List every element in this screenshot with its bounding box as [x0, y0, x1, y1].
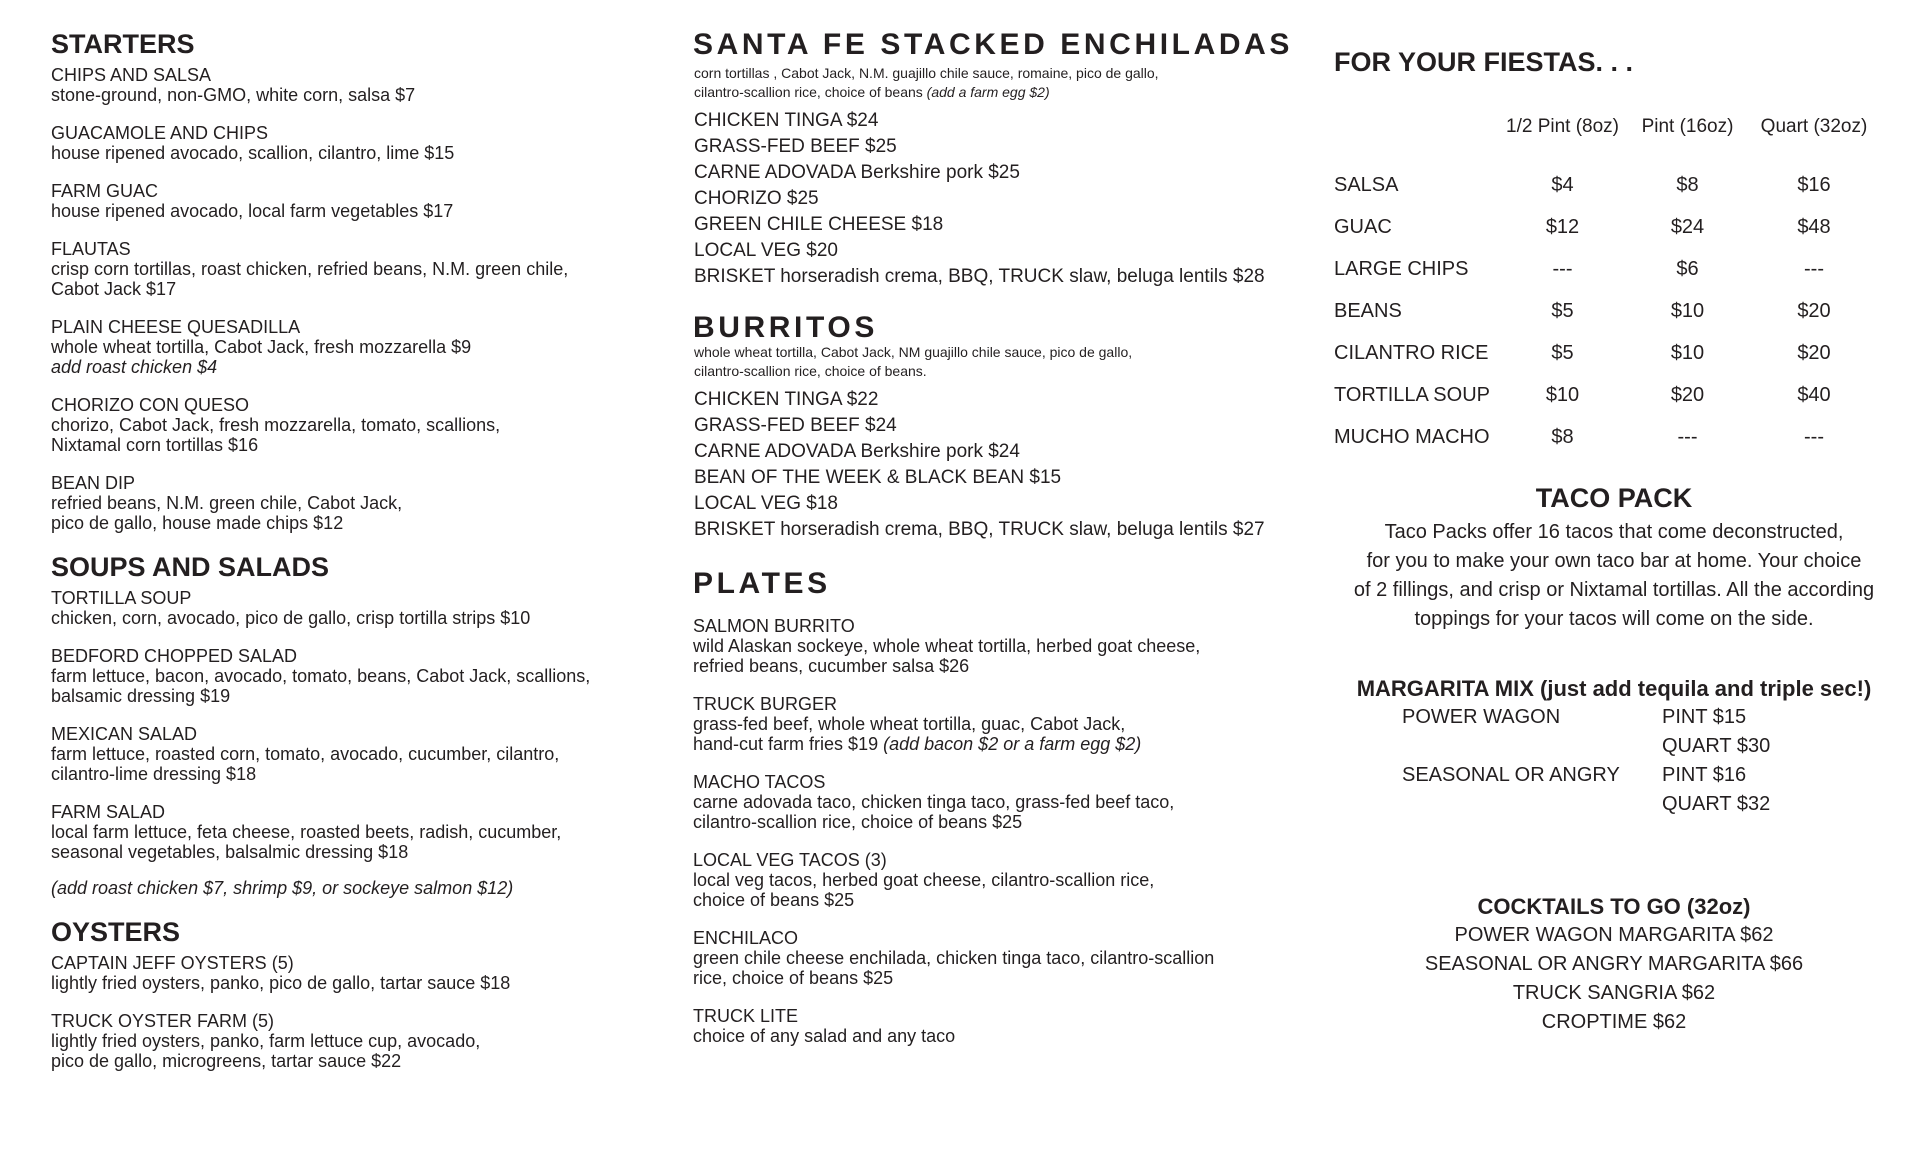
enchiladas-desc-line1: corn tortillas , Cabot Jack, N.M. guajillo chile sauce, romaine, pico de gallo, [694, 65, 1159, 81]
fiesta-half-pint-price: --- [1552, 257, 1573, 280]
enchilada-option: GRASS-FED BEEF $25 [694, 136, 897, 157]
fiesta-pint-price: $6 [1676, 257, 1699, 280]
menu-item-desc: choice of any salad and any taco [693, 1026, 956, 1046]
menu-item-desc: farm lettuce, bacon, avocado, tomato, beans, Cabot Jack, scallions, [51, 666, 591, 686]
menu-item-name: PLAIN CHEESE QUESADILLA [51, 317, 301, 337]
fiesta-item-name: BEANS [1334, 299, 1402, 322]
menu-item-desc-line2 [51, 1051, 651, 1071]
enchiladas-description [694, 64, 1293, 102]
enchilada-option: CHICKEN TINGA $24 [694, 110, 879, 131]
enchilada-option: CHORIZO $25 [694, 188, 819, 209]
left-column [51, 28, 651, 1089]
menu-item-desc-line2 [51, 435, 651, 455]
menu-item-desc: lightly fried oysters, panko, farm lettuce cup, avocado, [51, 1031, 481, 1051]
fiesta-pint-price: $8 [1676, 173, 1699, 196]
enchilada-option: BRISKET horseradish crema, BBQ, TRUCK slaw, beluga lentils $28 [694, 266, 1265, 287]
margarita-flavor: SEASONAL OR ANGRY [1402, 764, 1620, 786]
plates-heading: PLATES [693, 567, 831, 600]
menu-item-name: LOCAL VEG TACOS (3) [693, 850, 887, 870]
burritos-list [693, 387, 1293, 543]
menu-item-desc: local farm lettuce, feta cheese, roasted beets, radish, cucumber, [51, 822, 562, 842]
fiestas-table-body [1334, 164, 1884, 458]
enchiladas-list [693, 108, 1293, 290]
menu-item-desc-line2 [51, 764, 651, 784]
menu-item-desc-line2 [693, 968, 1293, 988]
margarita-price: PINT $15 [1662, 706, 1747, 728]
middle-column [693, 28, 1293, 1064]
fiesta-half-pint-price: $12 [1545, 215, 1580, 238]
taco-pack-line: Taco Packs offer 16 tacos that come deconstructed, [1384, 521, 1844, 543]
menu-item-desc-line2-text: rice, choice of beans $25 [693, 968, 894, 988]
fiesta-quart-price: --- [1804, 257, 1824, 280]
enchilada-option: CARNE ADOVADA Berkshire pork $25 [694, 162, 1020, 183]
margarita-prices [1402, 703, 1894, 819]
menu-item-name: CHORIZO CON QUESO [51, 395, 250, 415]
cocktails-list [1334, 921, 1894, 1037]
menu-item [51, 588, 651, 628]
menu-item-desc-line2 [693, 656, 1293, 676]
menu-item-name: TRUCK OYSTER FARM (5) [51, 1011, 275, 1031]
oysters-heading: OYSTERS [51, 917, 181, 947]
soups-heading: SOUPS AND SALADS [51, 552, 330, 582]
burritos-description [694, 343, 1293, 381]
menu-item-desc: carne adovada taco, chicken tinga taco, grass-fed beef taco, [693, 792, 1175, 812]
enchiladas-heading: SANTA FE STACKED ENCHILADAS [693, 28, 1293, 61]
fiesta-quart-price: $48 [1797, 215, 1831, 238]
margarita-flavor: POWER WAGON [1402, 706, 1561, 728]
oysters-list [51, 953, 651, 1071]
cocktail-item: CROPTIME $62 [1541, 1011, 1687, 1033]
menu-item-desc-line2-text: choice of beans $25 [693, 890, 855, 910]
fiesta-half-pint-price: $5 [1551, 299, 1574, 322]
menu-item-desc: house ripened avocado, local farm vegetables $17 [51, 201, 454, 221]
fiesta-row [1334, 248, 1884, 290]
margarita-price: QUART $32 [1662, 793, 1771, 815]
fiestas-header-pint: Pint (16oz) [1641, 116, 1734, 137]
fiesta-pint-price: --- [1677, 425, 1698, 448]
margarita-price: PINT $16 [1662, 764, 1747, 786]
enchilada-option: LOCAL VEG $20 [694, 240, 838, 261]
menu-item [693, 694, 1293, 754]
menu-item-name: CAPTAIN JEFF OYSTERS (5) [51, 953, 294, 973]
menu-item-desc: chicken, corn, avocado, pico de gallo, crisp tortilla strips $10 [51, 608, 531, 628]
menu-item [51, 473, 651, 533]
fiesta-half-pint-price: $4 [1551, 173, 1574, 196]
menu-item [51, 317, 651, 377]
menu-item [693, 616, 1293, 676]
enchiladas-desc-note: (add a farm egg $2) [926, 84, 1050, 100]
fiesta-row [1334, 290, 1884, 332]
menu-item-desc-line2-text: refried beans, cucumber salsa $26 [693, 656, 970, 676]
menu-item-name: BEDFORD CHOPPED SALAD [51, 646, 298, 666]
menu-item-desc: wild Alaskan sockeye, whole wheat tortilla, herbed goat cheese, [693, 636, 1201, 656]
menu-item-name: SALMON BURRITO [693, 616, 855, 636]
fiesta-pint-price: $10 [1670, 341, 1705, 364]
menu-item-desc-line2 [51, 513, 651, 533]
fiesta-pint-price: $10 [1670, 299, 1705, 322]
starters-heading: STARTERS [51, 29, 195, 59]
taco-pack-heading: TACO PACK [1535, 483, 1693, 513]
fiesta-item-name: CILANTRO RICE [1334, 341, 1489, 364]
menu-item [693, 928, 1293, 988]
fiesta-item-name: GUAC [1334, 215, 1392, 238]
fiesta-half-pint-price: $8 [1551, 425, 1574, 448]
fiesta-quart-price: $20 [1797, 299, 1831, 322]
menu-item-desc: stone-ground, non-GMO, white corn, salsa $7 [51, 85, 416, 105]
burrito-option: GRASS-FED BEEF $24 [694, 415, 897, 436]
menu-item-name: TORTILLA SOUP [51, 588, 192, 608]
menu-item-desc-line2-text: Cabot Jack $17 [51, 279, 177, 299]
menu-item [693, 850, 1293, 910]
menu-item [51, 123, 651, 163]
menu-item-desc: green chile cheese enchilada, chicken tinga taco, cilantro-scallion [693, 948, 1215, 968]
fiesta-row [1334, 332, 1884, 374]
menu-item-desc-line2-text: pico de gallo, house made chips $12 [51, 513, 344, 533]
menu-item [51, 953, 651, 993]
fiesta-quart-price: $20 [1797, 341, 1831, 364]
menu-item-name: GUACAMOLE AND CHIPS [51, 123, 269, 143]
menu-item [51, 65, 651, 105]
cocktails-heading: COCKTAILS TO GO (32oz) [1477, 894, 1751, 919]
fiesta-item-name: MUCHO MACHO [1334, 425, 1490, 448]
burrito-option: LOCAL VEG $18 [694, 493, 838, 514]
burrito-option: CARNE ADOVADA Berkshire pork $24 [694, 441, 1020, 462]
fiesta-item-name: SALSA [1334, 173, 1399, 196]
taco-pack-section [1334, 482, 1894, 634]
burritos-desc-line2: cilantro-scallion rice, choice of beans. [694, 363, 927, 379]
margarita-section [1334, 675, 1894, 819]
menu-item [51, 395, 651, 455]
menu-item [51, 239, 651, 299]
taco-pack-description [1334, 518, 1894, 634]
menu-item-name: CHIPS AND SALSA [51, 65, 212, 85]
burrito-option: BEAN OF THE WEEK & BLACK BEAN $15 [694, 467, 1062, 488]
enchiladas-desc-line2: cilantro-scallion rice, choice of beans [694, 84, 923, 100]
menu-item [693, 1006, 1293, 1046]
fiesta-item-name: TORTILLA SOUP [1334, 383, 1490, 406]
margarita-flavor [1402, 790, 1662, 819]
menu-item-desc-line2-text: pico de gallo, microgreens, tartar sauce $22 [51, 1051, 402, 1071]
menu-item-name: FARM SALAD [51, 802, 166, 822]
menu-item-desc-line2 [693, 812, 1293, 832]
margarita-price: QUART $30 [1662, 735, 1771, 757]
menu-item [693, 772, 1293, 832]
menu-item-desc-line2-text: Nixtamal corn tortillas $16 [51, 435, 259, 455]
menu-item-desc: house ripened avocado, scallion, cilantro, lime $15 [51, 143, 455, 163]
fiesta-quart-price: --- [1804, 425, 1824, 448]
menu-item-desc-line2 [51, 279, 651, 299]
cocktails-section [1334, 893, 1894, 1037]
fiesta-item-name: LARGE CHIPS [1334, 257, 1469, 280]
menu-item [51, 724, 651, 784]
taco-pack-line: toppings for your tacos will come on the side. [1414, 608, 1814, 630]
plates-list [693, 616, 1293, 1046]
margarita-flavor [1402, 732, 1662, 761]
menu-item-desc-line2 [51, 842, 651, 862]
menu-item-name: TRUCK BURGER [693, 694, 838, 714]
menu-item-desc: chorizo, Cabot Jack, fresh mozzarella, tomato, scallions, [51, 415, 501, 435]
menu-item-name: MACHO TACOS [693, 772, 826, 792]
fiestas-header-quart: Quart (32oz) [1760, 116, 1868, 137]
fiesta-quart-price: $40 [1797, 383, 1831, 406]
fiestas-heading: FOR YOUR FIESTAS. . . [1334, 47, 1634, 77]
fiesta-pint-price: $24 [1670, 215, 1705, 238]
fiesta-quart-price: $16 [1797, 173, 1831, 196]
enchilada-option: GREEN CHILE CHEESE $18 [694, 214, 944, 235]
fiesta-row [1334, 416, 1884, 458]
menu-item-desc-line2 [693, 890, 1293, 910]
taco-pack-line: for you to make your own taco bar at home. Your choice [1366, 550, 1862, 572]
cocktail-item: SEASONAL OR ANGRY MARGARITA $66 [1424, 953, 1804, 975]
menu-item [51, 802, 651, 862]
burrito-option: CHICKEN TINGA $22 [694, 389, 879, 410]
fiesta-row [1334, 374, 1884, 416]
menu-item-note: add roast chicken $4 [51, 357, 218, 377]
taco-pack-line: of 2 fillings, and crisp or Nixtamal tortillas. All the according [1353, 579, 1875, 601]
menu-item-desc-line2-text: cilantro-scallion rice, choice of beans $25 [693, 812, 1023, 832]
menu-item-desc-line2 [693, 734, 1293, 754]
fiesta-row [1334, 206, 1884, 248]
fiesta-half-pint-price: $5 [1551, 341, 1574, 364]
fiestas-header-row [1334, 116, 1884, 164]
menu-item-name: ENCHILACO [693, 928, 799, 948]
menu-item-desc-line2-text: hand-cut farm fries $19 [693, 734, 879, 754]
menu-item-note: (add bacon $2 or a farm egg $2) [883, 734, 1142, 754]
menu-item-desc: grass-fed beef, whole wheat tortilla, guac, Cabot Jack, [693, 714, 1126, 734]
cocktail-item: POWER WAGON MARGARITA $62 [1454, 924, 1774, 946]
menu-item-name: FARM GUAC [51, 181, 159, 201]
fiestas-table [1334, 116, 1884, 458]
menu-item-desc-line2 [51, 686, 651, 706]
burritos-heading: BURRITOS [693, 311, 878, 344]
burritos-desc-line1: whole wheat tortilla, Cabot Jack, NM guajillo chile sauce, pico de gallo, [694, 344, 1133, 360]
menu-item-name: TRUCK LITE [693, 1006, 799, 1026]
menu-item-desc: local veg tacos, herbed goat cheese, cilantro-scallion rice, [693, 870, 1155, 890]
burrito-option: BRISKET horseradish crema, BBQ, TRUCK slaw, beluga lentils $27 [694, 519, 1265, 540]
menu-item-desc: refried beans, N.M. green chile, Cabot Jack, [51, 493, 403, 513]
fiesta-pint-price: $20 [1670, 383, 1705, 406]
menu-item-desc-line2-text: balsamic dressing $19 [51, 686, 231, 706]
menu-item-name: FLAUTAS [51, 239, 131, 259]
menu-item-desc: farm lettuce, roasted corn, tomato, avocado, cucumber, cilantro, [51, 744, 560, 764]
menu-item-desc-line2-text: seasonal vegetables, balsalmic dressing $18 [51, 842, 409, 862]
fiestas-header-item [1334, 116, 1494, 164]
soups-note: (add roast chicken $7, shrimp $9, or sockeye salmon $12) [51, 878, 514, 898]
menu-item-desc: whole wheat tortilla, Cabot Jack, fresh mozzarella $9 [51, 337, 472, 357]
margarita-heading: MARGARITA MIX (just add tequila and triple sec!) [1356, 676, 1872, 701]
menu-item [51, 181, 651, 221]
soups-list [51, 588, 651, 862]
fiesta-row [1334, 164, 1884, 206]
menu-item-desc: crisp corn tortillas, roast chicken, refried beans, N.M. green chile, [51, 259, 569, 279]
menu-item-name: BEAN DIP [51, 473, 136, 493]
right-column [1334, 28, 1894, 1128]
fiesta-half-pint-price: $10 [1545, 383, 1580, 406]
cocktail-item: TRUCK SANGRIA $62 [1512, 982, 1716, 1004]
menu-item-desc-line2-text: cilantro-lime dressing $18 [51, 764, 257, 784]
fiestas-header-half-pint: 1/2 Pint (8oz) [1506, 116, 1619, 137]
menu-item-name: MEXICAN SALAD [51, 724, 198, 744]
starters-list [51, 65, 651, 533]
menu-item [51, 646, 651, 706]
menu-item-desc: lightly fried oysters, panko, pico de gallo, tartar sauce $18 [51, 973, 511, 993]
menu-item [51, 1011, 651, 1071]
